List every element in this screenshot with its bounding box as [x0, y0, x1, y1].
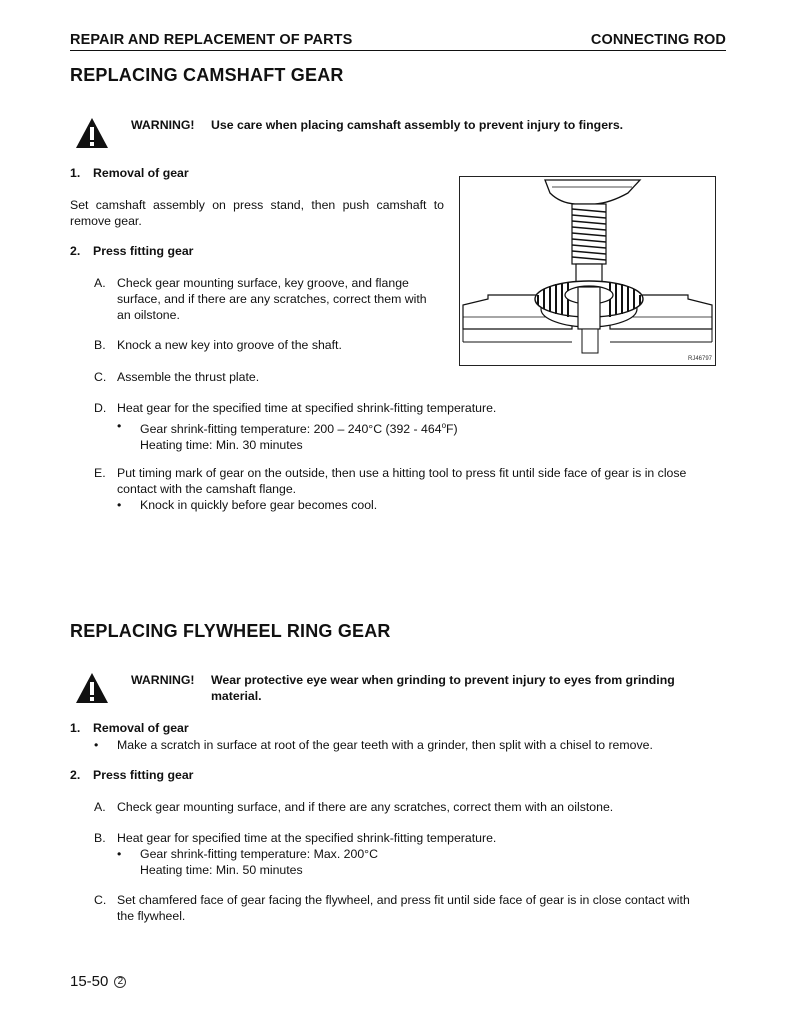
step-title: Removal of gear: [93, 166, 189, 180]
list-item-d: [94, 400, 734, 416]
warning-icon: [75, 117, 109, 149]
list-item-c: [94, 369, 454, 385]
step-press-fitting-gear-2: [70, 768, 193, 782]
warning-text: Use care when placing camshaft assembly to prevent injury to fingers.: [211, 118, 624, 132]
warning-line: material.: [211, 689, 262, 703]
bullet-temperature-b: [117, 846, 617, 878]
list-item-c-2: [94, 892, 734, 924]
item-line: Put timing mark of gear on the outside, then use a hitting tool to press fit until side face of gear is in close: [117, 466, 687, 480]
step-title: Removal of gear: [93, 721, 189, 735]
step-removal-of-gear: [70, 166, 189, 180]
degree-superscript: o: [441, 421, 447, 430]
bullet-icon: •: [94, 738, 99, 752]
list-item-a: [94, 275, 446, 323]
temperature-unit: F): [446, 422, 458, 437]
camshaft-gear-figure: [459, 176, 716, 366]
bullet-temperature-d: [117, 418, 717, 453]
bullet-knock-in: [117, 497, 617, 513]
item-label: D.: [94, 401, 107, 415]
body-line: remove gear.: [70, 214, 142, 228]
warning-label: WARNING!: [131, 673, 195, 687]
step-removal-of-gear-2: [70, 721, 189, 735]
page-number: 15-50: [70, 973, 109, 990]
item-line: Set chamfered face of gear facing the flywheel, and press fit until side face of gear is in close contact with: [117, 893, 690, 907]
revision-mark: 2: [114, 976, 126, 988]
list-item-e: [94, 465, 734, 497]
section-title-camshaft: REPLACING CAMSHAFT GEAR: [70, 65, 344, 85]
bullet-text: Knock in quickly before gear becomes cool.: [140, 498, 378, 512]
warning-1: [131, 117, 731, 137]
item-label: A.: [94, 276, 106, 290]
item-text: Heat gear for the specified time at specified shrink-fitting temperature.: [117, 401, 497, 415]
step-title: Press fitting gear: [93, 244, 194, 258]
bullet-text: Make a scratch in surface at root of the gear teeth with a grinder, then split with a chisel to remove.: [117, 738, 653, 752]
step-number: 1.: [70, 721, 81, 735]
removal-instructions: [70, 197, 444, 229]
item-label: C.: [94, 893, 107, 907]
bullet-removal: [94, 737, 754, 753]
camshaft-press-illustration: [460, 177, 715, 365]
section-title-flywheel: REPLACING FLYWHEEL RING GEAR: [70, 621, 391, 641]
item-label: C.: [94, 370, 107, 384]
item-text: Knock a new key into groove of the shaft.: [117, 338, 342, 352]
warning-icon: [75, 672, 109, 704]
item-label: E.: [94, 466, 106, 480]
item-line: Check gear mounting surface, key groove, and flange: [117, 276, 409, 290]
body-line: Set camshaft assembly on press stand, then push camshaft to: [70, 198, 444, 212]
header-left: REPAIR AND REPLACEMENT OF PARTS: [70, 32, 353, 48]
heating-time-text: Heating time: Min. 30 minutes: [140, 438, 303, 453]
item-line: contact with the camshaft flange.: [117, 482, 297, 496]
list-item-b: [94, 337, 454, 353]
header-right: CONNECTING ROD: [590, 32, 726, 48]
step-number: 2.: [70, 768, 81, 782]
figure-id-label: RJ46797: [688, 356, 713, 362]
item-line: the flywheel.: [117, 909, 186, 923]
step-title: Press fitting gear: [93, 768, 194, 782]
list-item-a-2: [94, 799, 734, 815]
temperature-text: Gear shrink-fitting temperature: 200 – 240°C (392 - 464: [140, 422, 442, 437]
step-number: 1.: [70, 166, 81, 180]
warning-2: [131, 672, 751, 706]
temperature-text: Gear shrink-fitting temperature: Max. 200°C: [140, 847, 378, 861]
item-text: Check gear mounting surface, and if there are any scratches, correct them with an oilstone.: [117, 800, 614, 814]
item-text: Assemble the thrust plate.: [117, 370, 260, 384]
bullet-icon: •: [117, 847, 122, 861]
item-line: an oilstone.: [117, 308, 180, 322]
item-text: Heat gear for specified time at the specified shrink-fitting temperature.: [117, 831, 497, 845]
list-item-b-2: [94, 830, 734, 846]
bullet-icon: •: [117, 498, 122, 512]
step-press-fitting-gear: [70, 244, 193, 258]
heating-time-text: Heating time: Min. 50 minutes: [140, 863, 303, 877]
warning-line: Wear protective eye wear when grinding to prevent injury to eyes from grinding: [211, 673, 675, 687]
step-number: 2.: [70, 244, 81, 258]
warning-label: WARNING!: [131, 118, 195, 132]
item-label: B.: [94, 831, 106, 845]
bullet-icon: •: [117, 419, 122, 433]
header-rule: [70, 50, 726, 51]
item-label: A.: [94, 800, 106, 814]
item-line: surface, and if there are any scratches, correct them with: [117, 292, 427, 306]
page-footer: [70, 973, 126, 990]
item-label: B.: [94, 338, 106, 352]
